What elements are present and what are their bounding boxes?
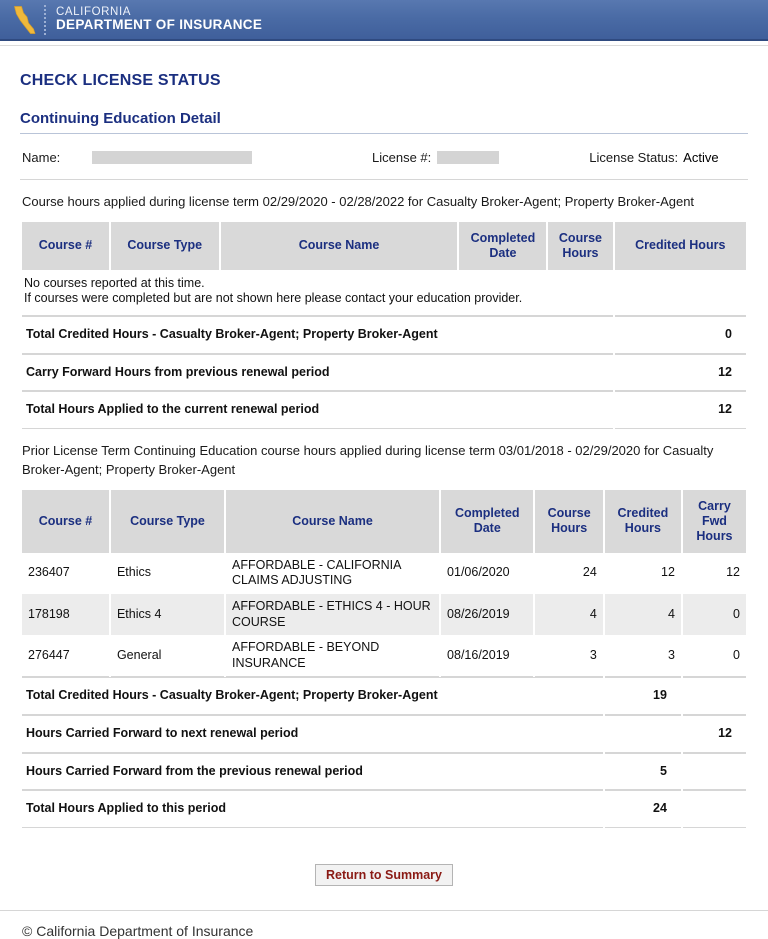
total-credited-value: 19 bbox=[605, 677, 681, 715]
total-carry-fwd-value bbox=[683, 790, 746, 828]
empty-state-spacer-cell bbox=[615, 270, 746, 316]
cell-course-type: Ethics bbox=[116, 565, 151, 580]
table-row bbox=[22, 594, 746, 635]
prior-term-table bbox=[20, 490, 748, 828]
total-credited-value bbox=[605, 715, 681, 753]
table-row bbox=[22, 553, 746, 594]
cell-course-number: 178198 bbox=[22, 594, 109, 635]
total-carry-fwd-value bbox=[683, 677, 746, 715]
license-status-value: Active bbox=[683, 150, 719, 165]
cell-credited-hours: 12 bbox=[661, 565, 675, 580]
page-footer: © California Department of Insurance bbox=[0, 910, 768, 939]
cell-course-hours: 3 bbox=[535, 635, 602, 677]
cell-course-type: General bbox=[111, 635, 224, 677]
cell-course-name: AFFORDABLE - BEYOND INSURANCE bbox=[226, 635, 439, 677]
column-header-course-type: Course Type bbox=[111, 490, 224, 553]
total-row-hours-applied bbox=[22, 391, 746, 429]
total-carry-fwd-value: 12 bbox=[683, 715, 746, 753]
cell-credited-hours: 4 bbox=[605, 594, 681, 635]
total-value-credited-hours: 0 bbox=[615, 316, 746, 354]
cell-carry-fwd-hours: 0 bbox=[683, 594, 746, 635]
cell-course-name: AFFORDABLE - ETHICS 4 - HOUR COURSE bbox=[226, 594, 439, 635]
total-row-credited-hours bbox=[22, 677, 746, 715]
column-header-course-type: Course Type bbox=[111, 222, 219, 270]
empty-state-notice bbox=[22, 270, 613, 316]
agency-name-line1: CALIFORNIA bbox=[56, 6, 132, 19]
agency-wordmark bbox=[56, 6, 262, 32]
table-row bbox=[22, 635, 746, 677]
column-header-completed-date: Completed Date bbox=[459, 222, 546, 270]
column-header-credited-hours: Credited Hours bbox=[615, 222, 746, 270]
column-header-credited-hours: Credited Hours bbox=[605, 490, 681, 553]
total-carry-fwd-value bbox=[683, 753, 746, 791]
cell-course-name: AFFORDABLE - CALIFORNIA CLAIMS ADJUSTING bbox=[232, 557, 401, 588]
name-field bbox=[22, 150, 252, 165]
total-row-credited-hours bbox=[22, 316, 746, 354]
license-number-value-redacted bbox=[437, 151, 499, 164]
total-value-carry-forward: 12 bbox=[615, 354, 746, 392]
total-label-carry-forward: Carry Forward Hours from previous renewal period bbox=[22, 354, 613, 392]
table-header-row bbox=[22, 222, 746, 270]
empty-notice-line-1: No courses reported at this time. bbox=[24, 275, 205, 290]
license-status-label: License Status: bbox=[589, 150, 679, 165]
agency-name-line2: DEPARTMENT OF INSURANCE bbox=[56, 17, 263, 33]
license-identity-bar bbox=[20, 134, 748, 180]
cell-course-number: 236407 bbox=[28, 565, 70, 580]
prior-term-description: Prior License Term Continuing Education course hours applied during license term 03/01/2018 - 02/29/2020 for Casualty Broker-Agent; Property Broker-Agent bbox=[22, 442, 714, 477]
current-term-table bbox=[20, 222, 748, 429]
total-credited-value: 5 bbox=[605, 753, 681, 791]
name-value-redacted bbox=[92, 151, 252, 164]
site-header-banner bbox=[0, 0, 768, 41]
total-label-carried-forward-next: Hours Carried Forward to next renewal period bbox=[22, 715, 603, 753]
section-title: Continuing Education Detail bbox=[20, 110, 748, 134]
total-row-carry-forward bbox=[22, 354, 746, 392]
column-header-completed-date: Completed Date bbox=[441, 490, 533, 553]
table-header-row bbox=[22, 490, 746, 553]
empty-notice-line-2: If courses were completed but are not shown here please contact your education provider. bbox=[24, 291, 523, 306]
total-label-credited-hours: Total Credited Hours - Casualty Broker-Agent; Property Broker-Agent bbox=[22, 316, 613, 354]
empty-state-row bbox=[22, 270, 746, 316]
total-row-carried-forward-previous bbox=[22, 753, 746, 791]
header-bottom-strip bbox=[0, 41, 768, 46]
column-header-course-number: Course # bbox=[22, 222, 109, 270]
column-header-course-name: Course Name bbox=[221, 222, 458, 270]
return-to-summary-button[interactable]: Return to Summary bbox=[315, 864, 453, 886]
page-title: CHECK LICENSE STATUS bbox=[20, 72, 221, 89]
cell-completed-date: 08/16/2019 bbox=[441, 635, 533, 677]
total-label-hours-applied: Total Hours Applied to the current renewal period bbox=[22, 391, 613, 429]
cell-course-hours: 24 bbox=[582, 565, 597, 580]
total-label-carried-forward-previous: Hours Carried Forward from the previous renewal period bbox=[22, 753, 603, 791]
total-label-hours-applied: Total Hours Applied to this period bbox=[22, 790, 603, 828]
column-header-course-name: Course Name bbox=[226, 490, 439, 553]
name-label: Name: bbox=[22, 150, 61, 165]
total-row-carried-forward-next bbox=[22, 715, 746, 753]
total-value-hours-applied: 12 bbox=[615, 391, 746, 429]
license-number-field bbox=[372, 150, 499, 165]
column-header-course-hours: Course Hours bbox=[548, 222, 612, 270]
california-state-outline-icon bbox=[12, 5, 38, 35]
header-divider bbox=[44, 5, 46, 35]
current-term-description: Course hours applied during license term 02/29/2020 - 02/28/2022 for Casualty Broker-Agent; Property Broker-Agent bbox=[22, 194, 695, 209]
cell-carry-fwd-hours: 0 bbox=[683, 635, 746, 677]
page-content bbox=[0, 72, 768, 886]
cell-carry-fwd-hours: 12 bbox=[726, 565, 740, 580]
total-credited-value: 24 bbox=[605, 790, 681, 828]
cell-completed-date: 08/26/2019 bbox=[441, 594, 533, 635]
action-bar bbox=[20, 864, 748, 886]
cell-completed-date: 01/06/2020 bbox=[447, 565, 510, 580]
column-header-course-number: Course # bbox=[22, 490, 109, 553]
total-row-hours-applied bbox=[22, 790, 746, 828]
cell-course-type: Ethics 4 bbox=[111, 594, 224, 635]
column-header-course-hours: Course Hours bbox=[535, 490, 602, 553]
license-status-field bbox=[589, 150, 718, 165]
total-label-credited-hours: Total Credited Hours - Casualty Broker-Agent; Property Broker-Agent bbox=[22, 677, 603, 715]
column-header-carry-fwd-hours: Carry Fwd Hours bbox=[683, 490, 746, 553]
license-number-label: License #: bbox=[372, 150, 432, 165]
cell-credited-hours: 3 bbox=[605, 635, 681, 677]
cell-course-number: 276447 bbox=[22, 635, 109, 677]
cell-course-hours: 4 bbox=[535, 594, 602, 635]
